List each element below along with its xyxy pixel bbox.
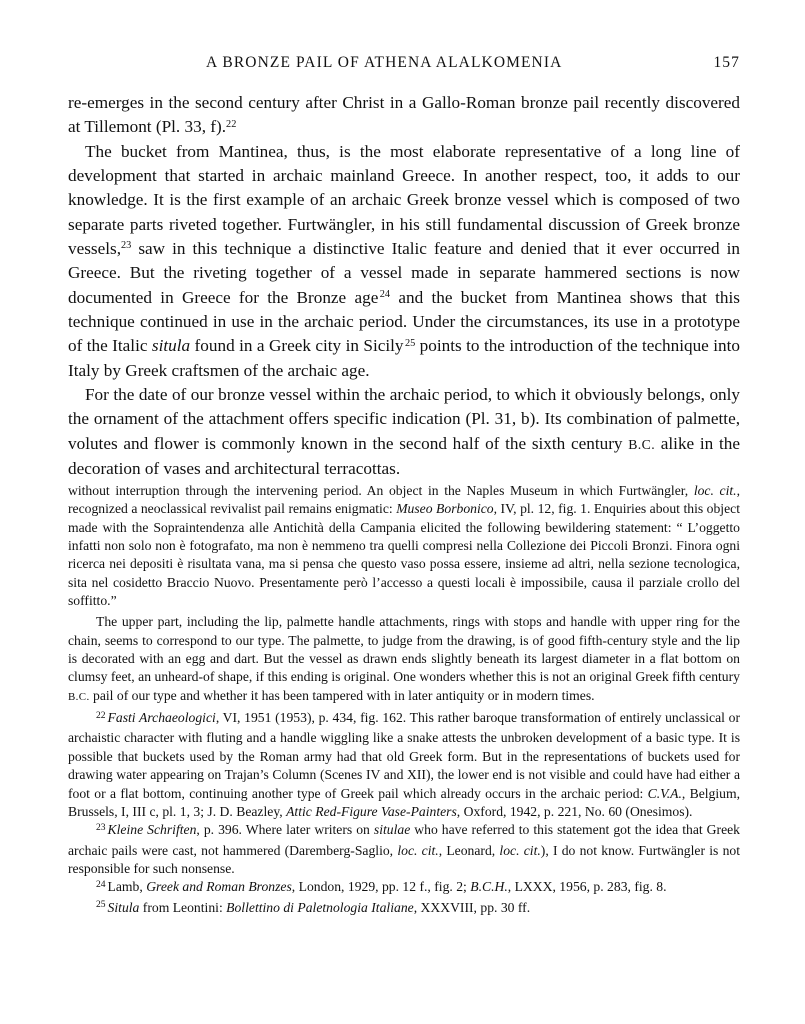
footnote-25: $^{25}$ Situla from Leontini: Bollettino di Paletnologia Italiane, XXXVIII, pp. 30 ff. [96, 899, 531, 915]
paragraph-3: For the date of our bronze vessel within the archaic period, to which it obviously belongs, only the ornament of the attachment offers specific indication (Pl. 31, b). Its combination of palmette, volutes and flower is commonly known in the second half of the sixth century B.C. alike in the decoration of vases and architectural terracottas. [68, 385, 740, 479]
footnotes [68, 482, 740, 919]
paragraph-2: The bucket from Mantinea, thus, is the most elaborate representative of a long line of development that started in archaic mainland Greece. In another respect, too, it adds to our knowledge. It is the first example of an archaic Greek bronze vessel which is composed of two separate parts riveted together. Furtwängler, in his still fundamental discussion of Greek bronze vessels,$^{23}$ saw in this technique a distinctive Italic feature and denied that it ever occurred in Greece. But the riveting together of a vessel made in separate hammered sections is now documented in Greece for the Bronze age $^{24}$ and the bucket from Mantinea shows that this technique continued in use in the archaic period. Under the circumstances, its use in a prototype of the Italic situla found in a Greek city in Sicily $^{25}$ points to the introduction of the technique into Italy by Greek craftsmen of the archaic age. [68, 141, 740, 380]
running-title: A BRONZE PAIL OF ATHENA ALALKOMENIA [206, 54, 563, 71]
footnote-24: $^{24}$ Lamb, Greek and Roman Bronzes, London, 1929, pp. 12 f., fig. 2; B.C.H., LXXX, 1956, p. 283, fig. 8. [96, 878, 667, 895]
footnote-ref-24: 24 [379, 289, 391, 301]
footnote-ref-22: 22 [226, 118, 237, 130]
footnote-ref-25: 25 [404, 337, 416, 349]
footnote-22: $^{22}$ Fasti Archaeologici, VI, 1951 (1953), p. 434, fig. 162. This rather baroque transformation of entirely unclassical or archaistic character with fluting and a handle wiggling like a snake attests the unbroken development of a basic type. It is possible that buckets used by the Roman army had that old Greek form. But in the representations of buckets used for drawing water appearing on Trajan’s Column (Scenes IV and XII), the lower end is not visible and could have had either a foot or a flat bottom, continuing another type of Greek pail which already occurs in the archaic period: C.V.A., Belgium, Brussels, I, III c, pl. 1, 3; J. D. Beazley, Attic Red-Figure Vase-Painters, Oxford, 1942, p. 221, No. 60 (Onesimos). [68, 709, 740, 819]
main-text [68, 91, 740, 482]
footnote-23: $^{23}$ Kleine Schriften, p. 396. Where later writers on situlae who have referred to this statement got the idea that Greek archaic pails were cast, not hammered (Daremberg-Saglio, loc. cit., Leonard, loc. cit.), I do not know. Furtwängler is not responsible for such nonsense. [68, 821, 741, 876]
running-header [68, 54, 740, 76]
footnote-21-upper-part: The upper part, including the lip, palmette handle attachments, rings with stops and handle with upper ring for the chain, seems to correspond to our type. The palmette, to judge from the drawing, is of good fifth-century style and the lip is decorated with an egg and dart. But the vessel as drawn ends slightly beneath its largest diameter in a flat bottom on clumsy feet, an unheard-of shape, if this ending is original. One wonders whether this is not an original Greek fifth century B.C. pail of our type and whether it has been tampered with in later antiquity or in modern times. [68, 614, 740, 703]
page-number: 157 [713, 54, 740, 71]
paragraph-1: re-emerges in the second century after Christ in a Gallo-Roman bronze pail recently discovered at Tillemont (Pl. 33, f).$^{22}$ [68, 93, 740, 137]
footnote-21-continuation: without interruption through the intervening period. An object in the Naples Museum in which Furtwängler, loc. cit., recognized a neoclassical revivalist pail remains enigmatic: Museo Borbonico, IV, pl. 12, fig. 1. Enquiries about this object made with the Sopraintendenza alle Antichità della Campania elicited the following bewildering statement: “ L’oggetto infatti non solo non è fotografato, ma non è nemmeno tra quelli compresi nella Collezione dei Piccoli Bronzi. Finora ogni ricerca nei depositi è risultata vana, ma si pensa che questo vaso possa essere, insieme ad altri, nella sezione tecnologica, sita nel cosidetto Braccio Nuovo. Presentamente però l’accesso a questi locali è impossibile, causa il parziale crollo del soffitto.” [68, 483, 740, 609]
footnote-ref-23: 23 [121, 240, 132, 252]
